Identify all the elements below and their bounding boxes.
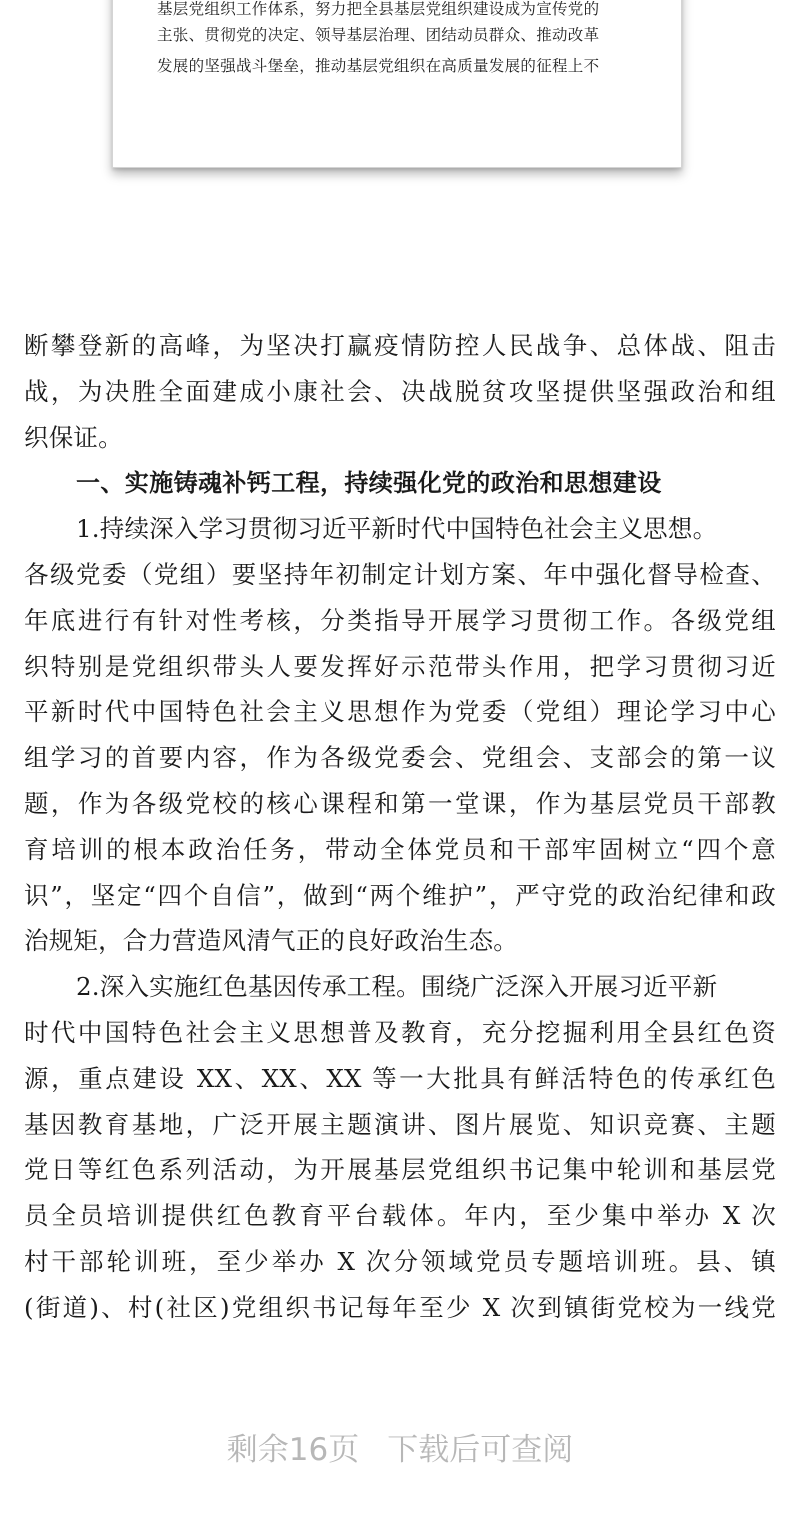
paragraph-line: 1.持续深入学习贯彻习近平新时代中国特色社会主义思想。 [76, 514, 718, 544]
remaining-pages-bar[interactable] [0, 1425, 800, 1475]
section-heading: 一、实施铸魂补钙工程，持续强化党的政治和思想建设 [76, 469, 662, 498]
paragraph-line: 织特别是党组织带头人要发挥好示范带头作用，把学习贯彻习近 [24, 651, 776, 681]
paragraph-line: 党日等红色系列活动，为开展基层党组织书记集中轮训和基层党 [24, 1155, 776, 1185]
paragraph-line: 员全员培训提供红色教育平台载体。年内，至少集中举办 X 次 [24, 1201, 776, 1231]
paragraph-line: 年底进行有针对性考核，分类指导开展学习贯彻工作。各级党组 [24, 605, 776, 635]
paragraph-line: 村干部轮训班，至少举办 X 次分领域党员专题培训班。县、镇 [24, 1247, 776, 1276]
preview-line: 发展的坚强战斗堡垒，推动基层党组织在高质量发展的征程上不 [157, 57, 600, 75]
paragraph-line: 平新时代中国特色社会主义思想作为党委（党组）理论学习中心 [24, 697, 776, 727]
paragraph-line: 基因教育基地，广泛开展主题演讲、图片展览、知识竞赛、主题 [24, 1109, 776, 1139]
paragraph-line: 各级党委（党组）要坚持年初制定计划方案、年中强化督导检查、 [24, 560, 776, 589]
paragraph-line: 2.深入实施红色基因传承工程。围绕广泛深入开展习近平新 [76, 972, 718, 1002]
remaining-pages-label: 剩余16页 [226, 1432, 360, 1468]
page-preview-card [112, 0, 682, 168]
paragraph-line: 织保证。 [24, 422, 123, 452]
paragraph-line: (街道)、村(社区)党组织书记每年至少 X 次到镇街党校为一线党 [24, 1292, 776, 1322]
paragraph-line: 组学习的首要内容，作为各级党委会、党组会、支部会的第一议 [24, 743, 776, 773]
paragraph-line: 育培训的根本政治任务，带动全体党员和干部牢固树立“四个意 [24, 834, 776, 864]
paragraph-line: 识”，坚定“四个自信”，做到“两个维护”，严守党的政治纪律和政 [24, 880, 776, 910]
preview-line: 基层党组织工作体系，努力把全县基层党组织建设成为宣传党的 [157, 0, 600, 18]
paragraph-line: 时代中国特色社会主义思想普及教育，充分挖掘利用全县红色资 [24, 1018, 776, 1047]
paragraph-line: 源，重点建设 XX、XX、XX 等一大批具有鲜活特色的传承红色 [24, 1063, 776, 1093]
paragraph-line: 断攀登新的高峰，为坚决打赢疫情防控人民战争、总体战、阻击 [24, 331, 776, 360]
preview-line: 主张、贯彻党的决定、领导基层治理、团结动员群众、推动改革 [157, 26, 600, 44]
paragraph-line: 题，作为各级党校的核心课程和第一堂课，作为基层党员干部教 [24, 789, 776, 818]
paragraph-line: 战，为决胜全面建成小康社会、决战脱贫攻坚提供坚强政治和组 [24, 376, 776, 406]
download-to-view-label: 下载后可查阅 [387, 1432, 574, 1468]
paragraph-line: 治规矩，合力营造风清气正的良好政治生态。 [24, 926, 518, 956]
